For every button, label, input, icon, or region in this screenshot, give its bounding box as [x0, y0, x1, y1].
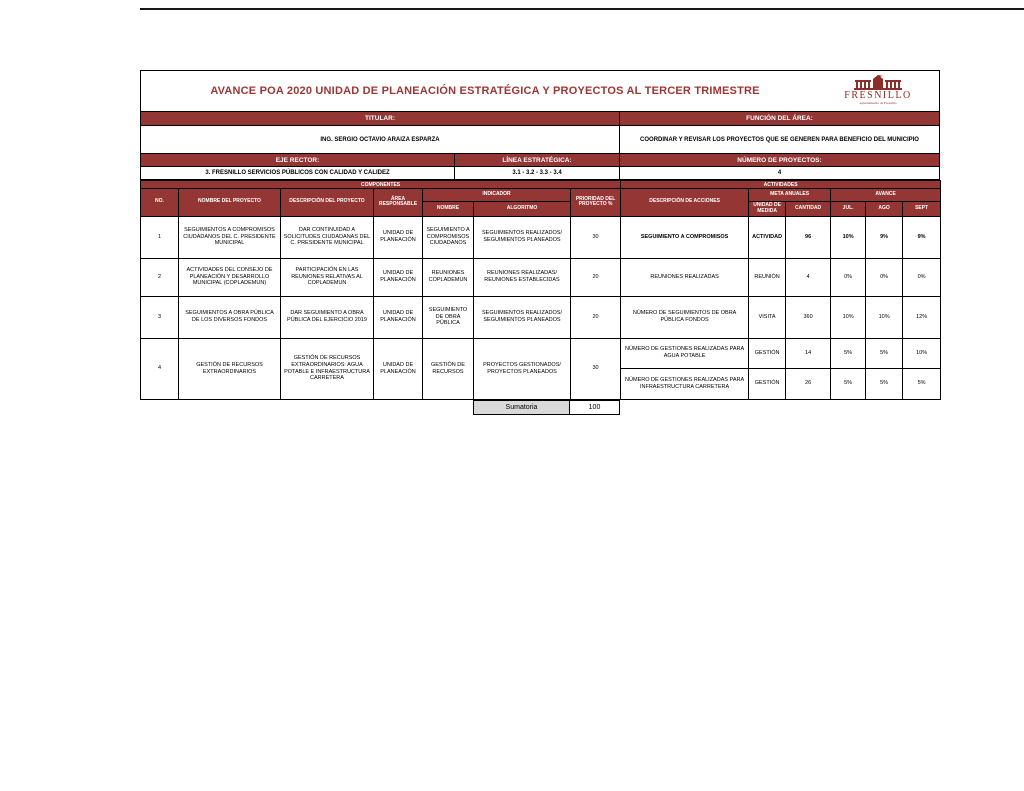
cell-ago: 9%	[866, 216, 903, 258]
cell-ago: 10%	[866, 296, 903, 338]
project-row-4	[141, 338, 941, 368]
cell-accion-desc: NÚMERO DE SEGUIMIENTOS DE OBRA PÚBLICA FONDOS	[621, 296, 749, 338]
cell-no: 3	[141, 296, 179, 338]
sumatoria-label: Sumatoria	[473, 400, 570, 415]
municipal-building-icon	[835, 75, 921, 91]
cell-nombre: SEGUIMIENTOS A OBRA PÚBLICA DE LOS DIVERSOS FONDOS	[179, 296, 281, 338]
col-header-jul: JUL.	[831, 202, 866, 217]
project-row-2	[141, 258, 941, 296]
cell-jul: 10%	[831, 216, 866, 258]
cell-jul: 5%	[831, 338, 866, 368]
cell-descripcion: PARTICIPACIÓN EN LAS REUNIONES RELATIVAS AL COPLADEMUN	[281, 258, 374, 296]
cell-cantidad: 14	[786, 338, 831, 368]
cell-indicador-nombre: SEGUIMIENTO DE OBRA PÚBLICA	[423, 296, 474, 338]
funcion-value: COORDINAR Y REVISAR LOS PROYECTOS QUE SE GENEREN PARA BENEFICIO DEL MUNICIPIO	[620, 126, 940, 154]
cell-accion-desc: REUNIONES REALIZADAS	[621, 258, 749, 296]
col-header-algoritmo: ALGORITMO	[474, 202, 571, 217]
title-box	[140, 70, 940, 112]
cell-sept: 9%	[903, 216, 941, 258]
col-header-descripcion-acciones: DESCRIPCIÓN DE ACCIONES	[621, 189, 749, 217]
cell-jul: 0%	[831, 258, 866, 296]
cell-prioridad: 20	[571, 296, 621, 338]
funcion-label: FUNCIÓN DEL ÁREA:	[620, 112, 940, 126]
cell-algoritmo: SEGUIMIENTOS REALIZADOS/ SEGUIMIENTOS PLANEADOS	[474, 216, 571, 258]
project-row-3	[141, 296, 941, 338]
cell-indicador-nombre: REUNIONES COPLADEMUN	[423, 258, 474, 296]
cell-cantidad: 360	[786, 296, 831, 338]
num-proyectos-value: 4	[620, 167, 940, 180]
cell-algoritmo: SEGUIMIENTOS REALIZADOS/ SEGUIMIENTOS PLANEADOS	[474, 296, 571, 338]
num-proyectos-label: NÚMERO DE PROYECTOS:	[620, 154, 940, 167]
linea-value: 3.1 - 3.2 - 3.3 - 3.4	[455, 167, 620, 180]
sumatoria-spacer	[140, 400, 473, 415]
sumatoria-total: 100	[570, 400, 620, 415]
cell-descripcion: DAR SEGUIMIENTO A OBRA PÚBLICA DEL EJERCICIO 2019	[281, 296, 374, 338]
titular-value: ING. SERGIO OCTAVIO ARAIZA ESPARZA	[140, 126, 620, 154]
project-row-1	[141, 216, 941, 258]
cell-cantidad: 26	[786, 368, 831, 399]
cell-nombre: ACTIVIDADES DEL CONSEJO DE PLANEACIÓN Y DESARROLLO MUNICIPAL (COPLADEMUN)	[179, 258, 281, 296]
cell-indicador-nombre: SEGUIMIENTO A COMPROMISOS CIUDADANOS	[423, 216, 474, 258]
cell-ago: 0%	[866, 258, 903, 296]
col-header-area-responsable: ÁREA RESPONSABLE	[374, 189, 423, 217]
cell-no: 1	[141, 216, 179, 258]
cell-unidad: VISITA	[749, 296, 786, 338]
cell-area: UNIDAD DE PLANEACIÓN	[374, 338, 423, 399]
cell-ago: 5%	[866, 368, 903, 399]
cell-jul: 5%	[831, 368, 866, 399]
cell-sept: 12%	[903, 296, 941, 338]
eje-header-row	[140, 154, 940, 167]
col-header-sept: SEPT	[903, 202, 941, 217]
cell-sept: 10%	[903, 338, 941, 368]
fresnillo-logo	[835, 75, 921, 105]
eje-value-row	[140, 167, 940, 180]
cell-unidad: GESTIÓN	[749, 368, 786, 399]
col-header-ago: AGO	[866, 202, 903, 217]
cell-descripcion: DAR CONTINUIDAD A SOLICITUDES CIUDADANAS DEL C. PRESIDENTE MUNICIPAL	[281, 216, 374, 258]
col-group-indicador: INDICADOR	[423, 189, 571, 202]
cell-sept: 0%	[903, 258, 941, 296]
col-header-nombre-proyecto: NOMBRE DEL PROYECTO	[179, 189, 281, 217]
sumatoria-row	[140, 400, 940, 415]
cell-area: UNIDAD DE PLANEACIÓN	[374, 216, 423, 258]
header-row-groups	[141, 189, 941, 202]
col-header-no: NO.	[141, 189, 179, 217]
cell-prioridad: 30	[571, 216, 621, 258]
col-header-descripcion-proyecto: DESCRIPCIÓN DEL PROYECTO	[281, 189, 374, 217]
cell-indicador-nombre: GESTIÓN DE RECURSOS	[423, 338, 474, 399]
cell-accion-desc: NÚMERO DE GESTIONES REALIZADAS PARA INFRAESTRUCTURA CARRETERA	[621, 368, 749, 399]
cell-unidad: REUNIÓN	[749, 258, 786, 296]
cell-cantidad: 4	[786, 258, 831, 296]
col-header-cantidad: CANTIDAD	[786, 202, 831, 217]
cell-jul: 10%	[831, 296, 866, 338]
linea-label: LÍNEA ESTRATÉGICA:	[455, 154, 620, 167]
cell-unidad: GESTIÓN	[749, 338, 786, 368]
section-bar-row	[141, 181, 941, 189]
cell-nombre: SEGUIMIENTOS A COMPROMISOS CIUDADANOS DEL C. PRESIDENTE MUNICIPAL	[179, 216, 281, 258]
cell-ago: 5%	[866, 338, 903, 368]
cell-descripcion: GESTIÓN DE RECURSOS EXTRAORDINARIOS: AGUA POTABLE E INFRAESTRUCTURA CARRETERA	[281, 338, 374, 399]
cell-prioridad: 30	[571, 338, 621, 399]
section-componentes: COMPONENTES	[141, 181, 621, 189]
logo-tagline: Ayuntamiento de Fresnillo	[859, 101, 897, 105]
cell-accion-desc: SEGUIMIENTO A COMPROMISOS	[621, 216, 749, 258]
cell-prioridad: 20	[571, 258, 621, 296]
cell-algoritmo: PROYECTOS GESTIONADOS/ PROYECTOS PLANEADOS	[474, 338, 571, 399]
col-group-meta-anuales: META ANUALES	[749, 189, 831, 202]
logo-wordmark: FRESNILLO	[844, 90, 912, 101]
cell-no: 4	[141, 338, 179, 399]
eje-label: EJE RECTOR:	[140, 154, 455, 167]
eje-value: 3. FRESNILLO SERVICIOS PÚBLICOS CON CALIDAD Y CALIDEZ	[140, 167, 455, 180]
cell-no: 2	[141, 258, 179, 296]
cell-area: UNIDAD DE PLANEACIÓN	[374, 296, 423, 338]
col-header-prioridad: PRIORIDAD DEL PROYECTO %	[571, 189, 621, 217]
cell-sept: 5%	[903, 368, 941, 399]
page-title: AVANCE POA 2020 UNIDAD DE PLANEACIÓN ESTRATÉGICA Y PROYECTOS AL TERCER TRIMESTRE	[210, 85, 760, 97]
section-actividades: ACTIVIDADES	[621, 181, 941, 189]
col-header-indicador-nombre: NOMBRE	[423, 202, 474, 217]
cell-cantidad: 96	[786, 216, 831, 258]
col-header-unidad-medida: UNIDAD DE MEDIDA	[749, 202, 786, 217]
cell-nombre: GESTIÓN DE RECURSOS EXTRAORDINARIOS	[179, 338, 281, 399]
titular-value-row	[140, 126, 940, 154]
titular-header-row	[140, 112, 940, 126]
page-top-rule	[140, 8, 1024, 10]
col-group-avance: AVANCE	[831, 189, 941, 202]
titular-label: TITULAR:	[140, 112, 620, 126]
cell-accion-desc: NÚMERO DE GESTIONES REALIZADAS PARA AGUA POTABLE	[621, 338, 749, 368]
cell-algoritmo: REUNIONES REALIZADAS/ REUNIONES ESTABLECIDAS	[474, 258, 571, 296]
poa-table	[140, 180, 941, 400]
cell-unidad: ACTIVIDAD	[749, 216, 786, 258]
cell-area: UNIDAD DE PLANEACIÓN	[374, 258, 423, 296]
poa-report-sheet	[140, 70, 940, 415]
